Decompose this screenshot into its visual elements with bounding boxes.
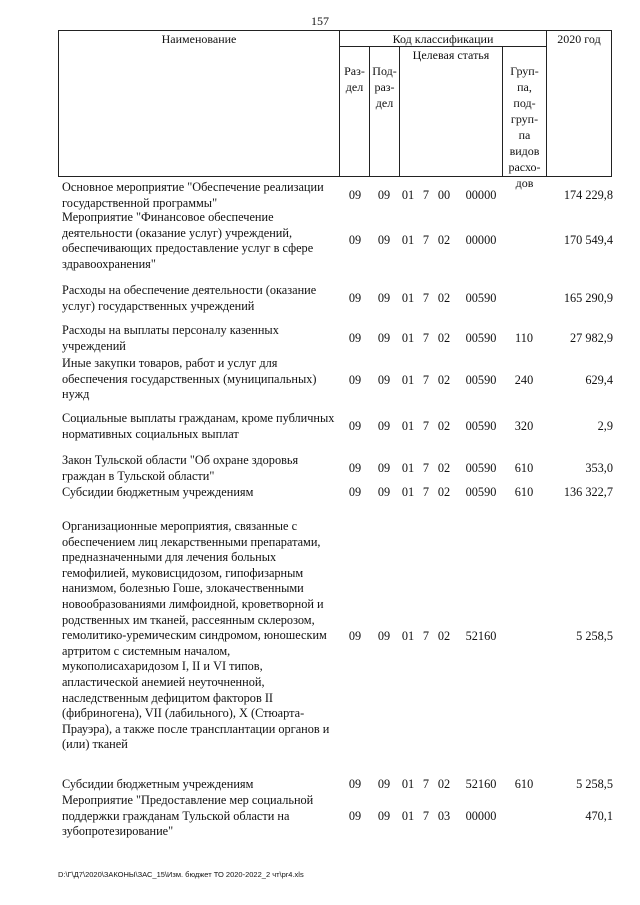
row-podrazdel: 09 <box>377 461 391 475</box>
row-name: Закон Тульской области "Об охране здоровья граждан в Тульской области" <box>62 453 299 483</box>
row-target-1: 01 <box>401 485 415 499</box>
row-target-2: 7 <box>422 629 430 643</box>
row-target-4: 00590 <box>465 331 497 345</box>
header-razdel-cell <box>339 46 370 177</box>
header-code-group-cell <box>339 30 547 47</box>
header-target: Целевая статья <box>412 48 490 62</box>
row-razdel: 09 <box>348 233 362 247</box>
row-amount: 165 290,9 <box>563 291 613 305</box>
row-razdel: 09 <box>348 331 362 345</box>
row-podrazdel: 09 <box>377 373 391 387</box>
row-target-3: 02 <box>437 419 451 433</box>
row-target-3: 02 <box>437 331 451 345</box>
row-group: 610 <box>514 485 534 499</box>
row-name: Расходы на выплаты персоналу казенных учреждений <box>62 323 279 353</box>
row-target-1: 01 <box>401 233 415 247</box>
row-target-3: 03 <box>437 809 451 823</box>
header-name-cell <box>58 30 340 177</box>
row-target-4: 00000 <box>465 233 497 247</box>
header-podrazdel: Под- раз- дел <box>372 64 397 110</box>
row-podrazdel: 09 <box>377 809 391 823</box>
row-target-1: 01 <box>401 629 415 643</box>
row-target-3: 02 <box>437 233 451 247</box>
row-group: 610 <box>514 777 534 791</box>
row-podrazdel: 09 <box>377 233 391 247</box>
row-target-1: 01 <box>401 373 415 387</box>
row-amount: 174 229,8 <box>563 188 613 202</box>
row-razdel: 09 <box>348 188 362 202</box>
row-target-2: 7 <box>422 291 430 305</box>
row-target-4: 00590 <box>465 485 497 499</box>
row-razdel: 09 <box>348 485 362 499</box>
row-amount: 353,0 <box>585 461 613 475</box>
row-name: Основное мероприятие "Обеспечение реализации государственной программы" <box>62 180 324 210</box>
row-amount: 136 322,7 <box>563 485 613 499</box>
header-year-cell <box>546 30 612 177</box>
row-target-4: 00000 <box>465 809 497 823</box>
row-target-2: 7 <box>422 809 430 823</box>
row-amount: 27 982,9 <box>569 331 613 345</box>
row-amount: 5 258,5 <box>576 777 613 791</box>
row-razdel: 09 <box>348 461 362 475</box>
row-target-1: 01 <box>401 291 415 305</box>
row-target-2: 7 <box>422 485 430 499</box>
row-target-3: 02 <box>437 291 451 305</box>
row-group: 610 <box>514 461 534 475</box>
row-target-1: 01 <box>401 188 415 202</box>
row-target-1: 01 <box>401 777 415 791</box>
row-name: Социальные выплаты гражданам, кроме публичных нормативных социальных выплат <box>62 411 335 441</box>
row-podrazdel: 09 <box>377 629 391 643</box>
header-podrazdel-cell <box>369 46 400 177</box>
row-name: Субсидии бюджетным учреждениям <box>62 485 254 499</box>
row-razdel: 09 <box>348 777 362 791</box>
row-target-2: 7 <box>422 373 430 387</box>
row-target-1: 01 <box>401 461 415 475</box>
header-year: 2020 год <box>557 32 601 46</box>
row-podrazdel: 09 <box>377 331 391 345</box>
header-razdel: Раз- дел <box>344 64 365 94</box>
row-target-2: 7 <box>422 419 430 433</box>
row-target-2: 7 <box>422 461 430 475</box>
row-podrazdel: 09 <box>377 188 391 202</box>
header-code-group: Код классификации <box>392 32 494 46</box>
header-name: Наименование <box>161 32 237 46</box>
row-target-3: 02 <box>437 461 451 475</box>
row-target-2: 7 <box>422 233 430 247</box>
row-group: 240 <box>514 373 534 387</box>
row-target-2: 7 <box>422 188 430 202</box>
row-razdel: 09 <box>348 629 362 643</box>
header-target-cell <box>399 46 503 177</box>
row-podrazdel: 09 <box>377 485 391 499</box>
row-name: Мероприятие "Финансовое обеспечение деятельности (оказание услуг) учреждений, обеспечивающих предоставление услуг в сфере здравоохранения" <box>62 210 314 271</box>
row-razdel: 09 <box>348 419 362 433</box>
row-razdel: 09 <box>348 809 362 823</box>
row-razdel: 09 <box>348 291 362 305</box>
row-target-4: 00590 <box>465 373 497 387</box>
row-podrazdel: 09 <box>377 291 391 305</box>
file-path-footer: D:\Г\Д7\2020\ЗАКОНЫ\ЗАС_15\Изм. бюджет ТО 2020-2022_2 чт\pr4.xls <box>58 870 304 879</box>
row-group: 110 <box>515 331 533 345</box>
header-group: Груп- па, под- груп- па видов расхо- дов <box>508 64 541 190</box>
row-amount: 5 258,5 <box>576 629 613 643</box>
row-target-4: 52160 <box>465 629 497 643</box>
row-name: Организационные мероприятия, связанные с обеспечением лиц лекарственными препаратами, предназначенными для лечения больных гемофилией, муковисцидозом, гипофизарным нанизмом, болезнью Гоше, злокачественными новообразованиями лимфоидной, кроветворной и родственных им тканей, рассеянным склерозом, гемолитико-уремическим синдромом, юношеским артритом с системным началом, мукополисахаридозом I, II и VI типов, апластической анемией неуточненной, наследственным дефицитом факторов II (фибриногена), VII (лабильного), X (Стюарта-Прауэра), а также после трансплантации органов и (или) тканей <box>62 519 330 752</box>
row-target-3: 00 <box>437 188 451 202</box>
row-name: Мероприятие "Предоставление мер социальной поддержки гражданам Тульской области на зубопротезирование" <box>62 793 314 839</box>
row-target-4: 52160 <box>465 777 497 791</box>
row-target-3: 02 <box>437 485 451 499</box>
row-target-2: 7 <box>422 777 430 791</box>
row-razdel: 09 <box>348 373 362 387</box>
page-number: 157 <box>311 14 329 28</box>
row-name: Субсидии бюджетным учреждениям <box>62 777 254 791</box>
row-target-3: 02 <box>437 373 451 387</box>
row-target-3: 02 <box>437 629 451 643</box>
row-podrazdel: 09 <box>377 777 391 791</box>
header-group-cell <box>502 46 547 190</box>
row-amount: 2,9 <box>597 419 613 433</box>
row-target-2: 7 <box>422 331 430 345</box>
row-amount: 470,1 <box>585 809 613 823</box>
row-target-4: 00590 <box>465 461 497 475</box>
row-name: Иные закупки товаров, работ и услуг для обеспечения государственных (муниципальных) нужд <box>62 356 317 402</box>
row-group: 320 <box>514 419 534 433</box>
row-podrazdel: 09 <box>377 419 391 433</box>
row-target-1: 01 <box>401 809 415 823</box>
row-name: Расходы на обеспечение деятельности (оказание услуг) государственных учреждений <box>62 283 317 313</box>
row-target-4: 00000 <box>465 188 497 202</box>
row-amount: 629,4 <box>585 373 613 387</box>
row-target-1: 01 <box>401 331 415 345</box>
row-target-1: 01 <box>401 419 415 433</box>
row-amount: 170 549,4 <box>563 233 613 247</box>
row-target-3: 02 <box>437 777 451 791</box>
row-target-4: 00590 <box>465 291 497 305</box>
row-target-4: 00590 <box>465 419 497 433</box>
